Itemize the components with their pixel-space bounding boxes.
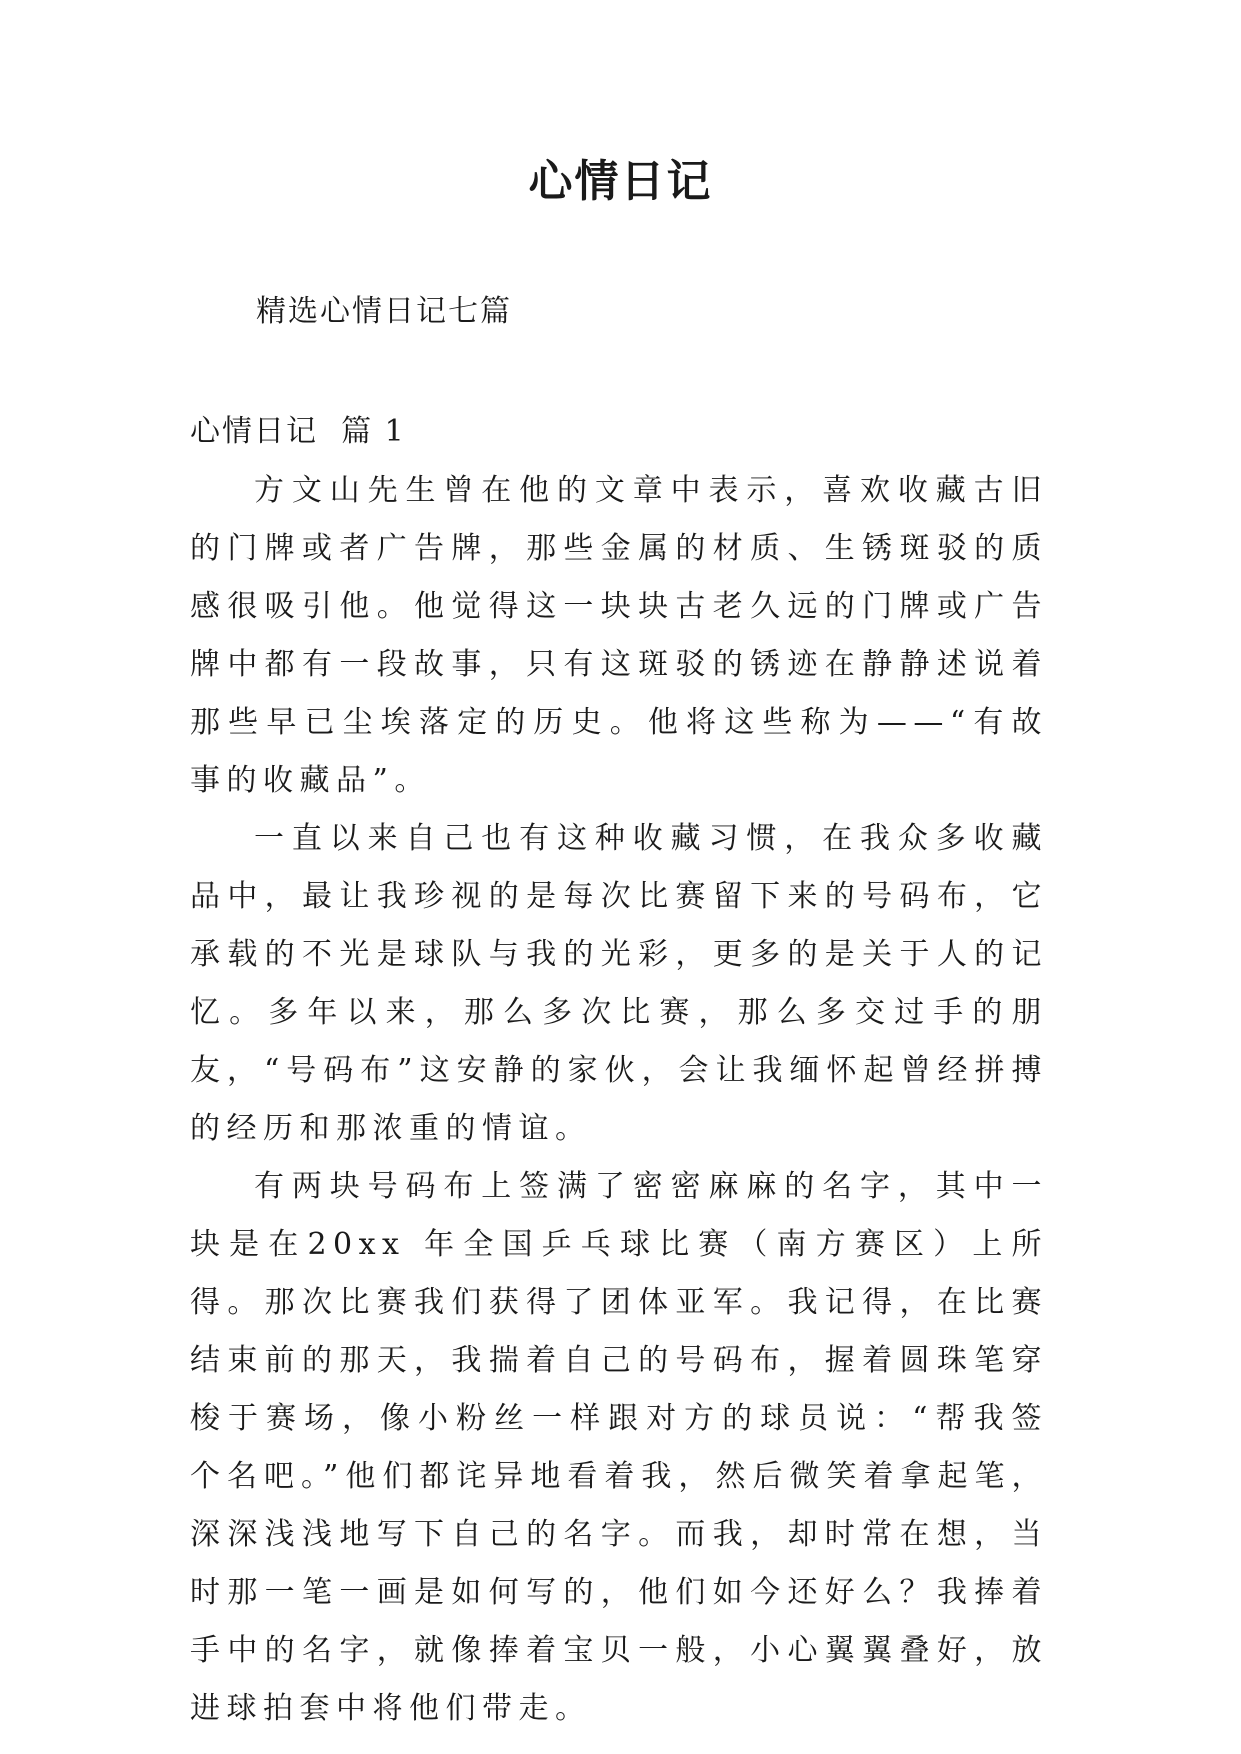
paragraph-1: 方文山先生曾在他的文章中表示，喜欢收藏古旧的门牌或者广告牌，那些金属的材质、生锈斑驳的质感很吸引他。他觉得这一块块古老久远的门牌或广告牌中都有一段故事，只有这斑驳的锈迹在静静述说着那些早已尘埃落定的历史。他将这些称为——“有故事的收藏品”。 [190,473,1048,798]
document-title: 心情日记 [528,156,713,207]
paragraph-3: 有两块号码布上签满了密密麻麻的名字，其中一块是在20xx 年全国乒乓球比赛（南方赛区）上所得。那次比赛我们获得了团体亚军。我记得，在比赛结束前的那天，我揣着自己的号码布，握着圆珠笔穿梭于赛场，像小粉丝一样跟对方的球员说：“帮我签个名吧。”他们都诧异地看着我，然后微笑着拿起笔，深深浅浅地写下自己的名字。而我，却时常在想，当时那一笔一画是如何写的，他们如今还好么？我捧着手中的名字，就像捧着宝贝一般，小心翼翼叠好，放进球拍套中将他们带走。 [190,1169,1048,1726]
section-heading: 心情日记 篇 1 [190,414,406,449]
paragraph-2: 一直以来自己也有这种收藏习惯，在我众多收藏品中，最让我珍视的是每次比赛留下来的号码布，它承载的不光是球队与我的光彩，更多的是关于人的记忆。多年以来，那么多次比赛，那么多交过手的朋友，“号码布”这安静的家伙，会让我缅怀起曾经拼搏的经历和那浓重的情谊。 [190,821,1048,1146]
body-text [190,462,1048,1738]
document-subtitle: 精选心情日记七篇 [256,294,512,329]
